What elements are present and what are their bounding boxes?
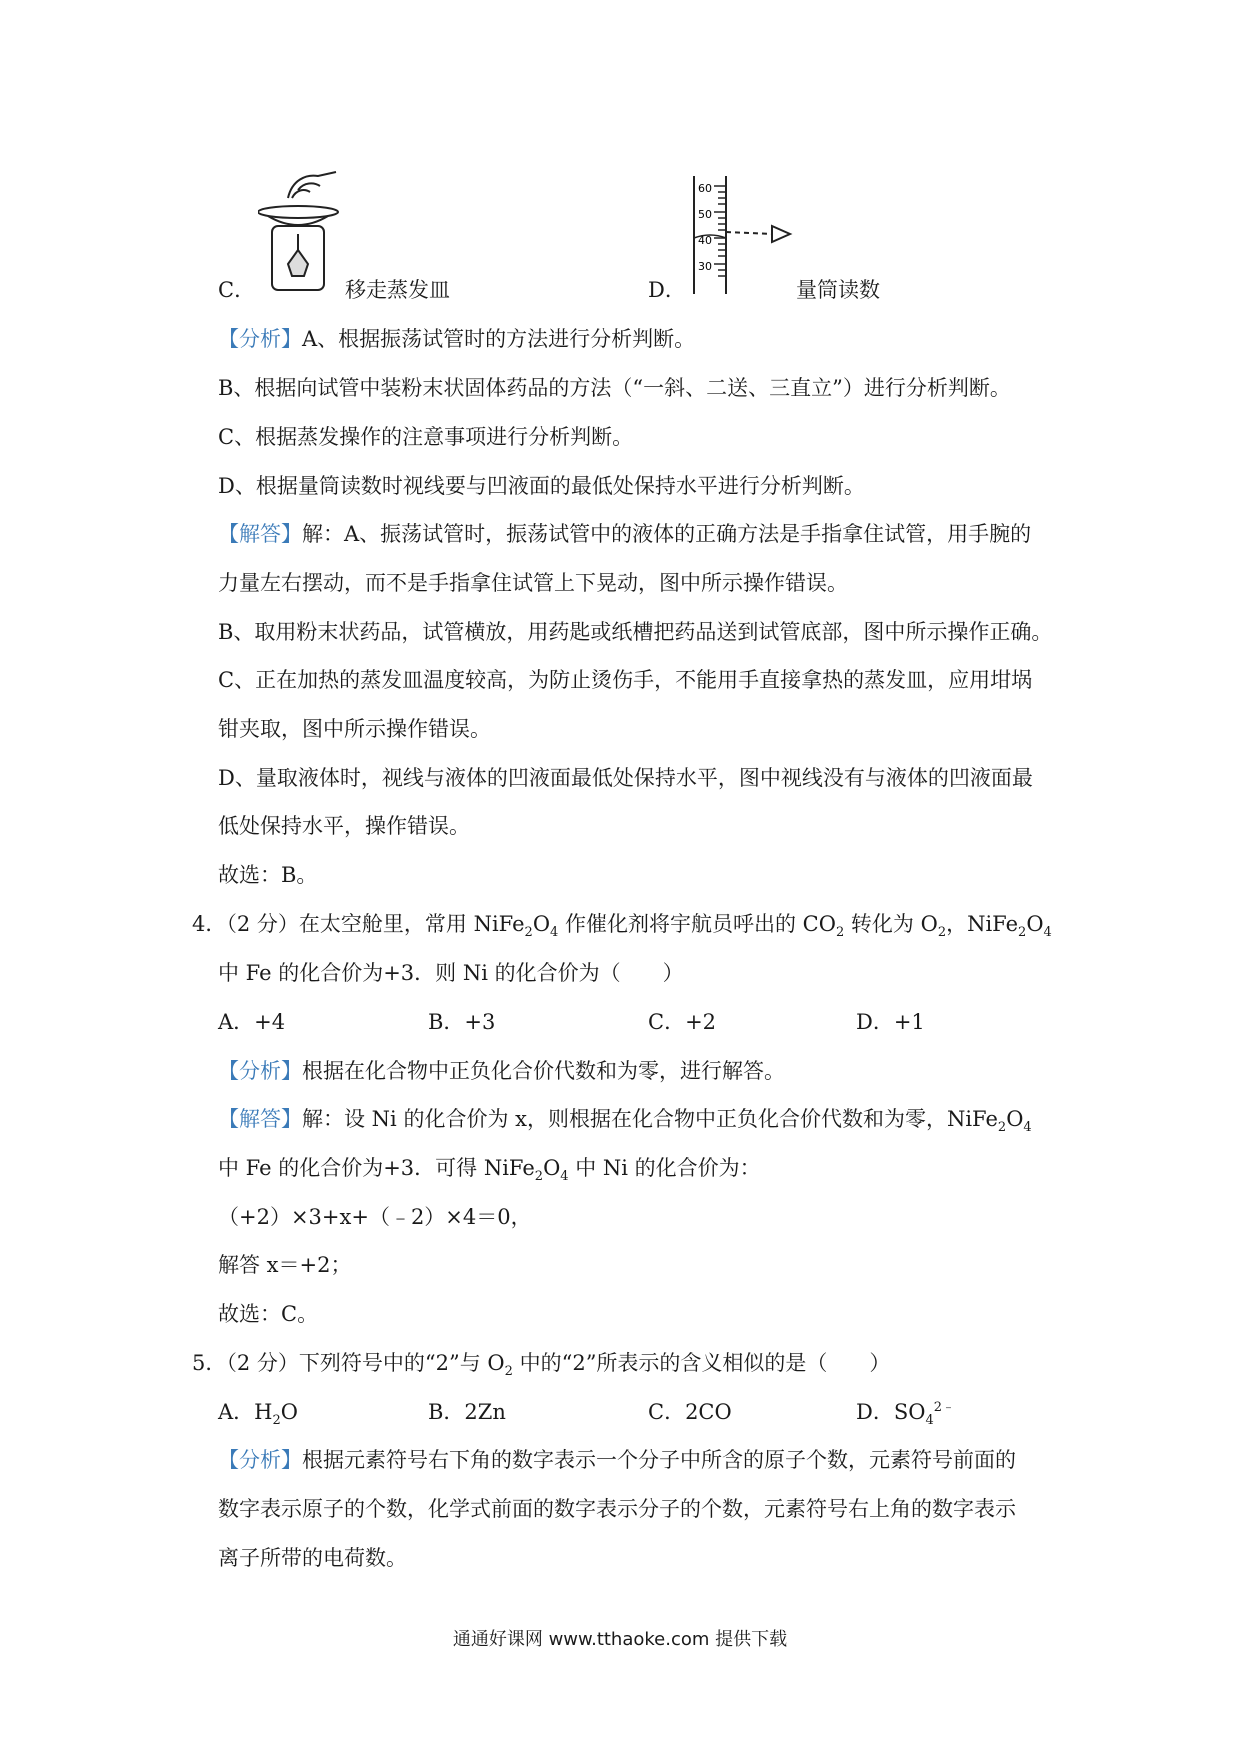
- question-number: 5．: [192, 1351, 227, 1375]
- q5-stem: 5．（2 分）下列符号中的“2”与 $O_2$ 中的“2”所表示的含义相似的是（ ）: [192, 1351, 891, 1380]
- scale-label-30: 30: [698, 260, 712, 273]
- q3-answer-c2: 钳夹取，图中所示操作错误。: [218, 717, 491, 741]
- analysis-tag: 【分析】: [218, 327, 302, 351]
- q5-option-b: B．2Zn: [428, 1400, 506, 1424]
- q4-analysis: 【分析】根据在化合物中正负化合价代数和为零，进行解答。: [218, 1059, 785, 1083]
- q3-analysis-b: B、根据向试管中装粉末状固体药品的方法（“一斜、二送、三直立”）进行分析判断。: [218, 376, 1011, 400]
- q3-answer-c1: C、正在加热的蒸发皿温度较高，为防止烫伤手，不能用手直接拿热的蒸发皿，应用坩埚: [218, 668, 1033, 692]
- q3-analysis-a: 【分析】A、根据振荡试管时的方法进行分析判断。: [218, 327, 696, 351]
- question-number: 4．: [192, 912, 227, 936]
- figure-c-caption: 移走蒸发皿: [345, 278, 450, 302]
- q4-option-a: A．+4: [218, 1010, 286, 1034]
- q4-option-c: C．+2: [648, 1010, 717, 1034]
- scale-label-40: 40: [698, 234, 712, 247]
- option-c-letter: C．: [218, 278, 256, 302]
- analysis-tag: 【分析】: [218, 1059, 302, 1083]
- q5-option-a: A．$H_2O$: [218, 1400, 298, 1429]
- q4-answer-line1: 【解答】解：设 Ni 的化合价为 x，则根据在化合物中正负化合价代数和为零，$NiFe_2O_4$: [218, 1107, 1032, 1136]
- q3-analysis-d: D、根据量筒读数时视线要与凹液面的最低处保持水平进行分析判断。: [218, 474, 865, 498]
- q3-answer-d1: D、量取液体时，视线与液体的凹液面最低处保持水平，图中视线没有与液体的凹液面最: [218, 766, 1033, 790]
- answer-tag: 【解答】: [218, 1107, 302, 1131]
- q4-answer-line2: 中 Fe 的化合价为+3．可得 $NiFe_2O_4$ 中 Ni 的化合价为：: [218, 1156, 761, 1185]
- q4-option-b: B．+3: [428, 1010, 496, 1034]
- answer-tag: 【解答】: [218, 522, 302, 546]
- scale-label-60: 60: [698, 182, 712, 195]
- analysis-tag: 【分析】: [218, 1448, 302, 1472]
- q3-answer-a2: 力量左右摆动，而不是手指拿住试管上下晃动，图中所示操作错误。: [218, 571, 848, 595]
- q5-option-d: D．$SO_4^{2﹣}$: [856, 1400, 956, 1429]
- scale-label-50: 50: [698, 208, 712, 221]
- page-footer: 通通好课网 www.tthaoke.com 提供下载: [452, 1629, 788, 1650]
- q3-answer-a1: 【解答】解：A、振荡试管时，振荡试管中的液体的正确方法是手指拿住试管，用手腕的: [218, 522, 1032, 546]
- q3-analysis-c: C、根据蒸发操作的注意事项进行分析判断。: [218, 425, 634, 449]
- q4-stem-line1: 4．（2 分）在太空舱里，常用 $NiFe_2O_4$ 作催化剂将宇航员呼出的 $CO_2$ 转化为 $O_2$，$NiFe_2O_4$: [192, 912, 1052, 941]
- q5-analysis-line2: 数字表示原子的个数，化学式前面的数字表示分子的个数，元素符号右上角的数字表示: [218, 1497, 1016, 1521]
- q5-analysis-line3: 离子所带的电荷数。: [218, 1546, 407, 1570]
- q4-solve: 解答 x＝+2；: [218, 1253, 352, 1277]
- q4-choice: 故选：C。: [218, 1302, 319, 1326]
- figure-d-caption: 量筒读数: [796, 278, 880, 302]
- q3-answer-b: B、取用粉末状药品，试管横放，用药匙或纸槽把药品送到试管底部，图中所示操作正确。: [218, 620, 1053, 644]
- q5-analysis-line1: 【分析】根据元素符号右下角的数字表示一个分子中所含的原子个数，元素符号前面的: [218, 1448, 1016, 1472]
- q4-stem-line2: 中 Fe 的化合价为+3．则 Ni 的化合价为（ ）: [218, 961, 684, 985]
- graduated-cylinder-eye-icon: [686, 176, 796, 296]
- q5-option-c: C．2CO: [648, 1400, 732, 1424]
- q3-answer-d2: 低处保持水平，操作错误。: [218, 814, 470, 838]
- evaporating-dish-hand-icon: [258, 168, 342, 292]
- q4-equation: （+2）×3+x+（﹣2）×4＝0，: [218, 1205, 532, 1229]
- q4-option-d: D．+1: [856, 1010, 925, 1034]
- q3-choice: 故选：B。: [218, 863, 318, 887]
- option-d-letter: D．: [648, 278, 686, 302]
